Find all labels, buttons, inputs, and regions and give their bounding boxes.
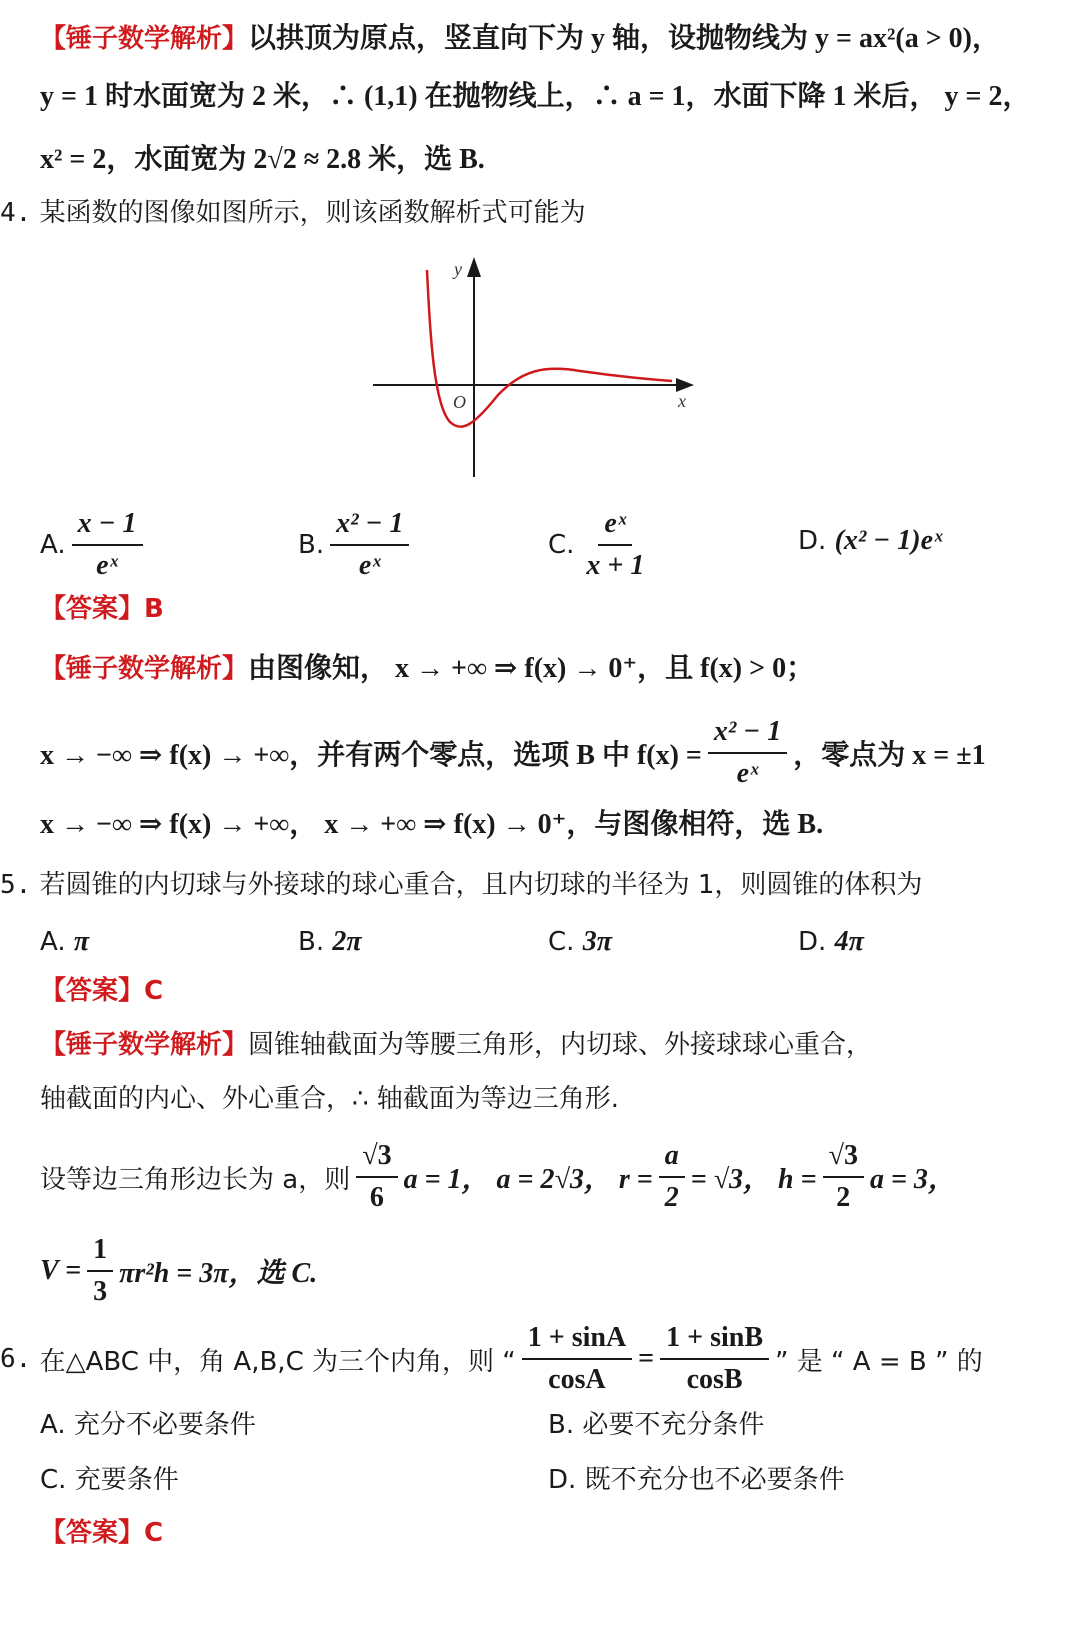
q5-answer: 【答案】C	[40, 976, 164, 1006]
x-axis-arrow-icon	[676, 378, 694, 392]
q4-option-a[interactable]: A. $\frac{x - 1}{\text{eˣ}}$	[40, 508, 149, 582]
q4-number: 4.	[0, 198, 32, 228]
q6-number: 6.	[0, 1344, 32, 1374]
q5-option-a[interactable]: A. π	[40, 926, 90, 957]
q4-answer: 【答案】B	[40, 594, 164, 624]
q5-number: 5.	[0, 870, 32, 900]
q3-analysis-line-3: x² = 2，水面宽为 2√2 ≈ 2.8 米，选 B.	[40, 144, 485, 175]
q6-option-c[interactable]: C. 充要条件	[40, 1465, 179, 1495]
q5-option-d[interactable]: D. 4π	[798, 926, 864, 957]
q5-analysis-line-1: 【锤子数学解析】圆锥轴截面为等腰三角形，内切球、外接球球心重合，	[40, 1030, 873, 1060]
q5-analysis-line-2: 轴截面的内心、外心重合，∴ 轴截面为等边三角形.	[40, 1084, 620, 1114]
x-axis-label: x	[678, 391, 686, 411]
q6-stem: 6. 在△ABC 中，角 A,B,C 为三个内角，则 “ $\frac{1 + \sin A}{\cos A}$ = $\frac{1 + \sin B}{\cos B}$ ” 是 “ A = B ” 的	[0, 1322, 983, 1395]
q5-stem-text: 若圆锥的内切球与外接球的球心重合，且内切球的半径为 1，则圆锥的体积为	[39, 870, 923, 900]
q4-analysis-line-1: 【锤子数学解析】由图像知， x → +∞ ⇒ f(x) → 0⁺，且 f(x) > 0；	[40, 653, 815, 684]
q6-option-a[interactable]: A. 充分不必要条件	[40, 1410, 256, 1440]
q5-stem	[0, 870, 922, 901]
q3-analysis-tag: 【锤子数学解析】	[40, 24, 249, 54]
q5-analysis-line-3: 设等边三角形边长为 a，则 $\frac{√3}{6}$ a = 1， a = 2√3， r = $\frac{a}{2}$ = √3， h = $\frac{√3}{2}$ a = 3，	[40, 1140, 956, 1213]
q4-stem-text: 某函数的图像如图所示，则该函数解析式可能为	[39, 198, 586, 228]
q6-option-d[interactable]: D. 既不充分也不必要条件	[548, 1465, 845, 1495]
q5-option-c[interactable]: C. 3π	[548, 926, 612, 957]
y-axis-arrow-icon	[467, 257, 481, 277]
q4-analysis-line-2: x → −∞ ⇒ f(x) → +∞，并有两个零点，选项 B 中 f(x) = $\frac{\text{x² − 1}}{\text{eˣ}}$ ，零点为 x = ±1	[40, 716, 986, 789]
y-axis-label: y	[454, 259, 462, 279]
q4-option-d[interactable]: D. (x² − 1)eˣ	[798, 525, 943, 556]
q5-option-b[interactable]: B. 2π	[298, 926, 362, 957]
q4-function-graph	[370, 255, 700, 485]
q6-option-b[interactable]: B. 必要不充分条件	[548, 1410, 765, 1440]
q4-analysis-line-3: x → −∞ ⇒ f(x) → +∞， x → +∞ ⇒ f(x) → 0⁺，与图像相符，选 B.	[40, 809, 824, 840]
q6-answer: 【答案】C	[40, 1518, 164, 1548]
q4-option-b[interactable]: B. $\frac{\text{x² − 1}}{\text{eˣ}}$	[298, 508, 415, 582]
origin-label: O	[453, 392, 466, 412]
q3-analysis-line-1: 【锤子数学解析】以拱顶为原点，竖直向下为 y 轴，设抛物线为 y = ax²(a > 0)，	[40, 23, 1000, 54]
q3-analysis-line-2: y = 1 时水面宽为 2 米，∴ (1,1) 在抛物线上，∴ a = 1，水面下降 1 米后， y = 2，	[40, 81, 1031, 112]
q4-stem	[0, 198, 586, 229]
q5-analysis-line-4: V = $\frac{1}{3}$ πr²h = 3π，选 C.	[40, 1234, 318, 1307]
q4-option-c[interactable]: C. $\frac{\text{eˣ}}{x + 1}$	[548, 508, 645, 581]
